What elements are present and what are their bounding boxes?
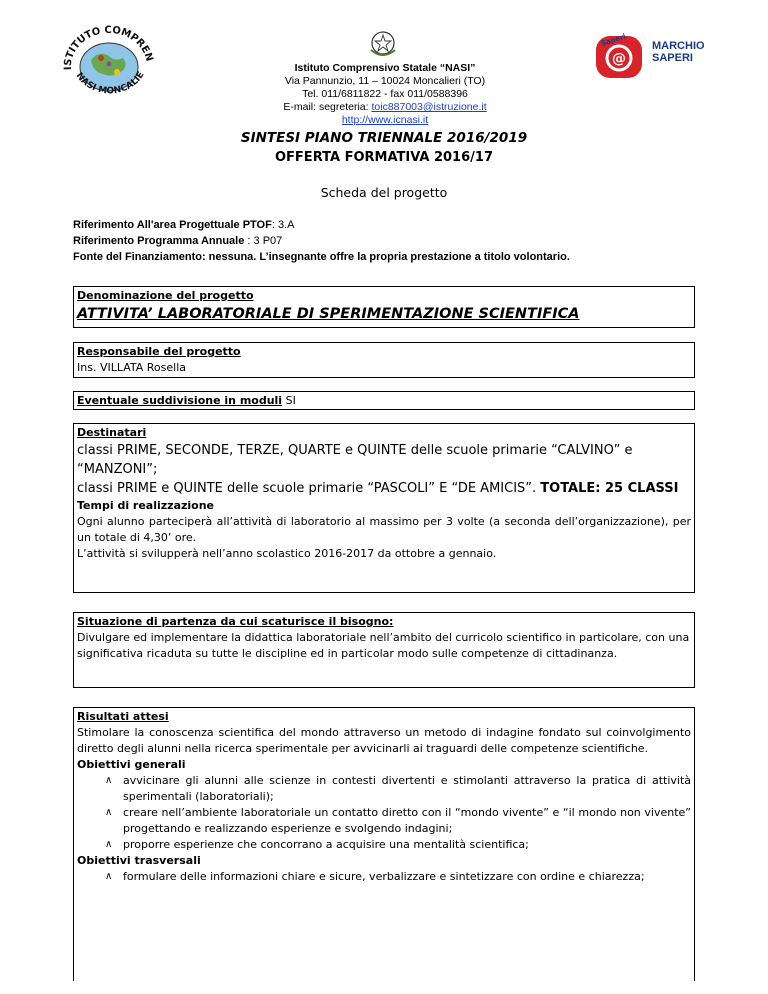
denominazione-label: Denominazione del progetto xyxy=(77,289,254,302)
programma-value: : 3 P07 xyxy=(244,235,283,247)
email-link[interactable]: toic887003@istruzione.it xyxy=(371,101,487,113)
svg-text:@: @ xyxy=(612,51,626,67)
saperi-small-text: Saperi xyxy=(600,32,627,48)
school-phone: Tel. 011/6811822 - fax 011/0588396 xyxy=(302,88,468,100)
destinatari-totale: TOTALE: 25 CLASSI xyxy=(540,481,679,496)
responsabile-label: Responsabile del progetto xyxy=(77,345,241,358)
destinatari-line2-wrap xyxy=(77,479,691,498)
situazione-text: Divulgare ed implementare la didattica laboratoriale nell’ambito del curricolo scientifico in particolare, con una significativa ricaduta su tutte le discipline ed in particolar modo sulle competenze di cittadinanza. xyxy=(77,631,690,660)
programma-label: Riferimento Programma Annuale xyxy=(73,235,245,247)
risultati-text: Stimolare la conoscenza scientifica del mondo attraverso un metodo di indagine fondato sul coinvolgimento diretto degli alunni nella ricerca sperimentale per avvicinarli ai traguardi delle competenze scientifiche. xyxy=(77,726,691,755)
fonte-value: : nessuna. L’insegnante offre la propria prestazione a titolo volontario. xyxy=(201,251,570,263)
doc-section-title: Scheda del progetto xyxy=(320,185,448,200)
risultati-label: Risultati attesi xyxy=(77,710,169,723)
fonte-label: Fonte del Finanziamento xyxy=(73,251,202,263)
obiettivi-generali-label: Obiettivi generali xyxy=(77,758,186,771)
list-item: ∧ formulare delle informazioni chiare e sicure, verbalizzare e sintetizzare con ordine e chiarezza; xyxy=(105,869,691,885)
tempi-text-1: Ogni alunno parteciperà all’attività di laboratorio al massimo per 3 volte (a seconda dell’organizzazione), per un totale di 4,30’ ore. xyxy=(77,515,691,544)
marchio-saperi-text: MARCHIO SAPERI xyxy=(652,40,705,64)
destinatari-box xyxy=(73,423,695,593)
list-item: ∧ avvicinare gli alunni alle scienze in contesti divertenti e stimolanti attraverso la pratica di attività sperimentali (laboratoriali); xyxy=(105,773,691,805)
moduli-value: SI xyxy=(282,394,296,407)
responsabile-box xyxy=(73,342,695,378)
doc-title: SINTESI PIANO TRIENNALE 2016/2019 xyxy=(240,130,528,146)
obiettivi-trasversali-label: Obiettivi trasversali xyxy=(77,854,201,867)
school-header xyxy=(220,62,550,127)
situazione-box xyxy=(73,612,695,688)
tempi-label: Tempi di realizzazione xyxy=(77,499,215,512)
denominazione-box xyxy=(73,286,695,328)
school-name: Istituto Comprensivo Statale “NASI” xyxy=(294,62,476,74)
email-label: E-mail: segreteria: xyxy=(283,101,372,113)
republic-emblem-icon xyxy=(366,28,400,60)
marchio-saperi-logo xyxy=(594,32,720,82)
school-address: Via Pannunzio, 11 – 10024 Moncalieri (TO) xyxy=(284,75,486,87)
list-item: ∧ proporre esperienze che concorrano a acquisire una mentalità scientifica; xyxy=(105,837,691,853)
doc-subtitle: OFFERTA FORMATIVA 2016/17 xyxy=(275,150,493,165)
obiettivi-generali-list xyxy=(77,773,691,853)
area-value: : 3.A xyxy=(271,219,295,231)
destinatari-label: Destinatari xyxy=(77,426,147,439)
tempi-text-2: L’attività si svilupperà nell’anno scolastico 2016-2017 da ottobre a gennaio. xyxy=(77,547,497,560)
responsabile-value: Ins. VILLATA Rosella xyxy=(77,361,187,374)
moduli-box xyxy=(73,391,695,410)
svg-text:NASI MONCALIERI: NASI MONCALIE xyxy=(73,70,147,97)
destinatari-line2: classi PRIME e QUINTE delle scuole primarie “PASCOLI” E “DE AMICIS”. xyxy=(77,481,541,496)
project-name: ATTIVITA’ LABORATORIALE DI SPERIMENTAZIONE SCIENTIFICA xyxy=(77,306,580,322)
school-email-line xyxy=(220,101,550,114)
destinatari-line1: classi PRIME, SECONDE, TERZE, QUARTE e QUINTE delle scuole primarie “CALVINO” e “MANZONI”; xyxy=(77,443,633,477)
area-label: Riferimento All'area Progettuale PTOF xyxy=(73,219,272,231)
moduli-label: Eventuale suddivisione in moduli xyxy=(77,394,283,407)
risultati-box xyxy=(73,707,695,981)
school-logo xyxy=(57,20,157,108)
references-block xyxy=(73,217,695,265)
list-item: ∧ creare nell’ambiente laboratoriale un contatto diretto con il “mondo vivente” e “il mondo non vivente” progettando e realizzando esperienze e svolgendo indagini; xyxy=(105,805,691,837)
situazione-label: Situazione di partenza da cui scaturisce il bisogno: xyxy=(77,615,394,628)
obiettivi-trasversali-list xyxy=(77,869,691,885)
website-link[interactable]: http://www.icnasi.it xyxy=(341,114,429,126)
svg-text:ISTITUTO COMPRENSIVO: ISTITUTO COMPREN xyxy=(62,24,155,71)
